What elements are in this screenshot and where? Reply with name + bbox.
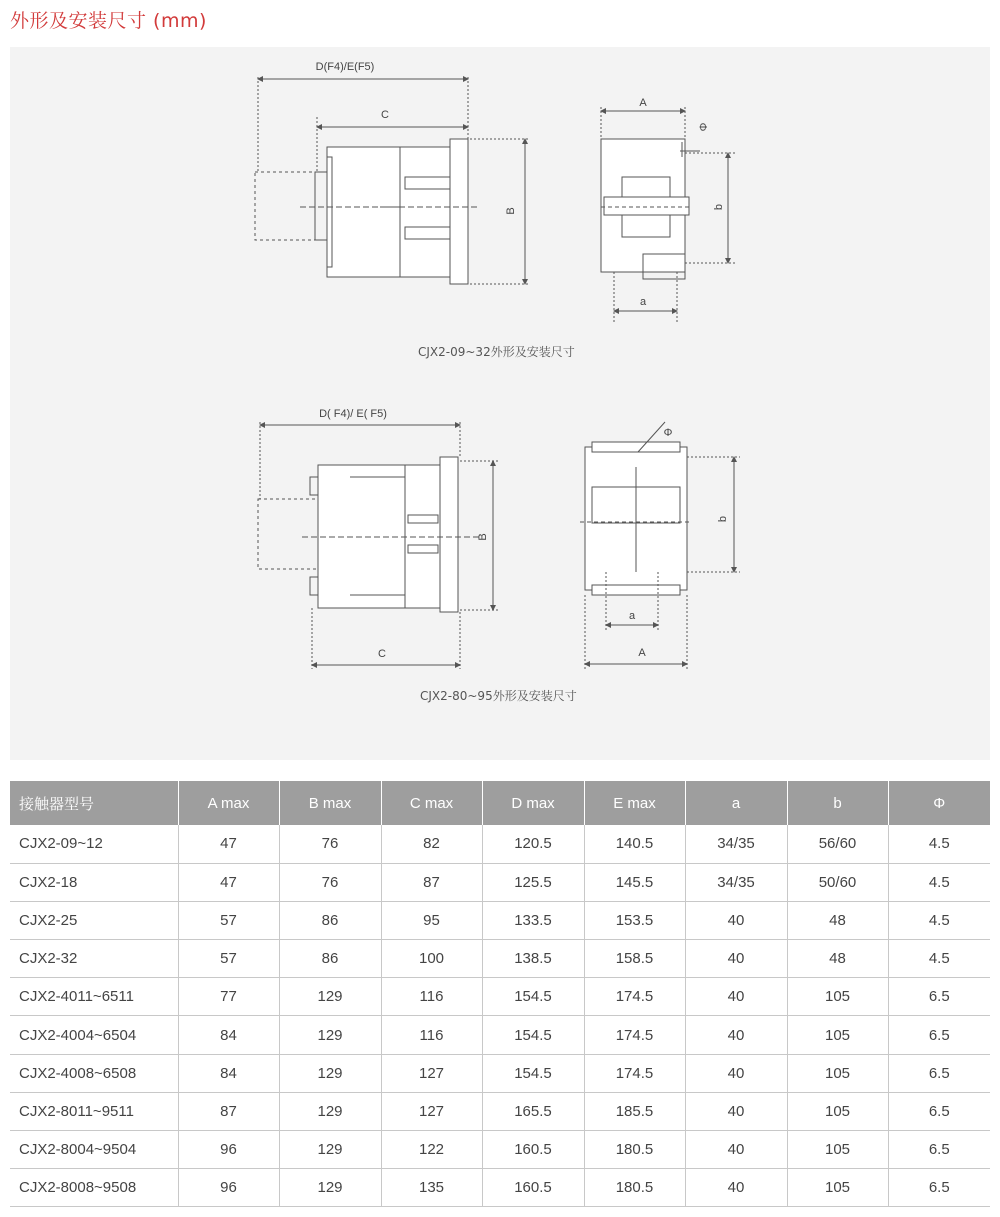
d2-de-label: D( F4)/ E( F5): [319, 408, 387, 420]
value-cell: 47: [178, 825, 279, 863]
value-cell: 77: [178, 978, 279, 1016]
d2-a-upper-label: A: [638, 647, 646, 659]
dimension-drawings-panel: [10, 47, 990, 760]
model-cell: CJX2-8004~9504: [10, 1131, 178, 1169]
value-cell: 154.5: [482, 978, 584, 1016]
value-cell: 174.5: [584, 1016, 685, 1054]
table-row: [10, 1092, 990, 1130]
col-header-phi: Φ: [888, 781, 990, 825]
value-cell: 40: [685, 1054, 787, 1092]
value-cell: 154.5: [482, 1054, 584, 1092]
model-cell: CJX2-09~12: [10, 825, 178, 863]
value-cell: 95: [381, 901, 482, 939]
value-cell: 34/35: [685, 825, 787, 863]
value-cell: 140.5: [584, 825, 685, 863]
value-cell: 145.5: [584, 863, 685, 901]
d2-b-label: B: [477, 533, 489, 541]
value-cell: 105: [787, 1092, 888, 1130]
value-cell: 105: [787, 1016, 888, 1054]
value-cell: 160.5: [482, 1169, 584, 1207]
d2-phi-label: Φ: [663, 427, 673, 439]
model-cell: CJX2-25: [10, 901, 178, 939]
model-cell: CJX2-4004~6504: [10, 1016, 178, 1054]
value-cell: 185.5: [584, 1092, 685, 1130]
value-cell: 87: [381, 863, 482, 901]
value-cell: 6.5: [888, 978, 990, 1016]
value-cell: 40: [685, 1016, 787, 1054]
d1-phi-label: Φ: [698, 122, 710, 132]
value-cell: 129: [279, 1131, 381, 1169]
value-cell: 100: [381, 940, 482, 978]
value-cell: 4.5: [888, 863, 990, 901]
value-cell: 129: [279, 1016, 381, 1054]
table-row: [10, 825, 990, 863]
value-cell: 129: [279, 978, 381, 1016]
value-cell: 129: [279, 1169, 381, 1207]
model-cell: CJX2-18: [10, 863, 178, 901]
value-cell: 165.5: [482, 1092, 584, 1130]
value-cell: 82: [381, 825, 482, 863]
col-header-b: b: [787, 781, 888, 825]
diagram2-caption: CJX2-80~95外形及安装尺寸: [420, 689, 577, 703]
d2-side-view: [258, 457, 480, 612]
model-cell: CJX2-32: [10, 940, 178, 978]
value-cell: 96: [178, 1131, 279, 1169]
table-row: [10, 1016, 990, 1054]
model-cell: CJX2-4011~6511: [10, 978, 178, 1016]
d1-b-label: B: [505, 207, 517, 215]
table-row: [10, 1169, 990, 1207]
spec-table: [10, 781, 990, 1207]
value-cell: 116: [381, 978, 482, 1016]
value-cell: 76: [279, 863, 381, 901]
value-cell: 127: [381, 1092, 482, 1130]
col-header-model: 接触器型号: [10, 781, 178, 825]
value-cell: 105: [787, 1054, 888, 1092]
value-cell: 180.5: [584, 1131, 685, 1169]
model-cell: CJX2-4008~6508: [10, 1054, 178, 1092]
value-cell: 57: [178, 940, 279, 978]
page-title: 外形及安装尺寸 (mm): [10, 10, 207, 32]
d1-c-label: C: [381, 109, 389, 121]
value-cell: 40: [685, 1169, 787, 1207]
value-cell: 105: [787, 1131, 888, 1169]
value-cell: 50/60: [787, 863, 888, 901]
value-cell: 174.5: [584, 1054, 685, 1092]
value-cell: 127: [381, 1054, 482, 1092]
d2-front-view: [580, 442, 692, 595]
col-header-a-max: A max: [178, 781, 279, 825]
value-cell: 138.5: [482, 940, 584, 978]
value-cell: 96: [178, 1169, 279, 1207]
d2-a-lower-label: a: [628, 610, 636, 622]
table-row: [10, 978, 990, 1016]
value-cell: 129: [279, 1054, 381, 1092]
model-cell: CJX2-8011~9511: [10, 1092, 178, 1130]
value-cell: 48: [787, 940, 888, 978]
value-cell: 40: [685, 901, 787, 939]
value-cell: 6.5: [888, 1092, 990, 1130]
value-cell: 125.5: [482, 863, 584, 901]
value-cell: 158.5: [584, 940, 685, 978]
value-cell: 40: [685, 940, 787, 978]
value-cell: 57: [178, 901, 279, 939]
value-cell: 4.5: [888, 940, 990, 978]
value-cell: 153.5: [584, 901, 685, 939]
table-row: [10, 863, 990, 901]
d2-c-label: C: [378, 648, 386, 660]
table-row: [10, 1054, 990, 1092]
value-cell: 4.5: [888, 901, 990, 939]
model-cell: CJX2-8008~9508: [10, 1169, 178, 1207]
table-row: [10, 901, 990, 939]
col-header-a: a: [685, 781, 787, 825]
value-cell: 76: [279, 825, 381, 863]
value-cell: 174.5: [584, 978, 685, 1016]
value-cell: 105: [787, 978, 888, 1016]
value-cell: 34/35: [685, 863, 787, 901]
value-cell: 40: [685, 1092, 787, 1130]
value-cell: 116: [381, 1016, 482, 1054]
dimension-drawings: [10, 47, 990, 760]
d2-b-lower-label: b: [717, 515, 729, 523]
col-header-e-max: E max: [584, 781, 685, 825]
diagram1-caption: CJX2-09~32外形及安装尺寸: [418, 345, 575, 359]
value-cell: 40: [685, 978, 787, 1016]
value-cell: 48: [787, 901, 888, 939]
table-row: [10, 1131, 990, 1169]
col-header-b-max: B max: [279, 781, 381, 825]
value-cell: 6.5: [888, 1169, 990, 1207]
value-cell: 105: [787, 1169, 888, 1207]
value-cell: 135: [381, 1169, 482, 1207]
d1-a-upper-label: A: [639, 97, 647, 109]
value-cell: 6.5: [888, 1131, 990, 1169]
d1-front-view: [601, 139, 690, 279]
value-cell: 160.5: [482, 1131, 584, 1169]
d1-a-lower-label: a: [639, 296, 647, 308]
value-cell: 4.5: [888, 825, 990, 863]
col-header-c-max: C max: [381, 781, 482, 825]
value-cell: 6.5: [888, 1016, 990, 1054]
value-cell: 86: [279, 940, 381, 978]
d1-side-view: [255, 139, 480, 284]
value-cell: 180.5: [584, 1169, 685, 1207]
col-header-d-max: D max: [482, 781, 584, 825]
value-cell: 133.5: [482, 901, 584, 939]
value-cell: 56/60: [787, 825, 888, 863]
table-row: [10, 940, 990, 978]
table-header-row: [10, 781, 990, 825]
value-cell: 154.5: [482, 1016, 584, 1054]
d1-de-label: D(F4)/E(F5): [315, 61, 375, 73]
value-cell: 84: [178, 1016, 279, 1054]
value-cell: 87: [178, 1092, 279, 1130]
d1-b-lower-label: b: [713, 203, 725, 211]
value-cell: 84: [178, 1054, 279, 1092]
value-cell: 122: [381, 1131, 482, 1169]
value-cell: 120.5: [482, 825, 584, 863]
value-cell: 47: [178, 863, 279, 901]
value-cell: 86: [279, 901, 381, 939]
value-cell: 6.5: [888, 1054, 990, 1092]
value-cell: 40: [685, 1131, 787, 1169]
value-cell: 129: [279, 1092, 381, 1130]
